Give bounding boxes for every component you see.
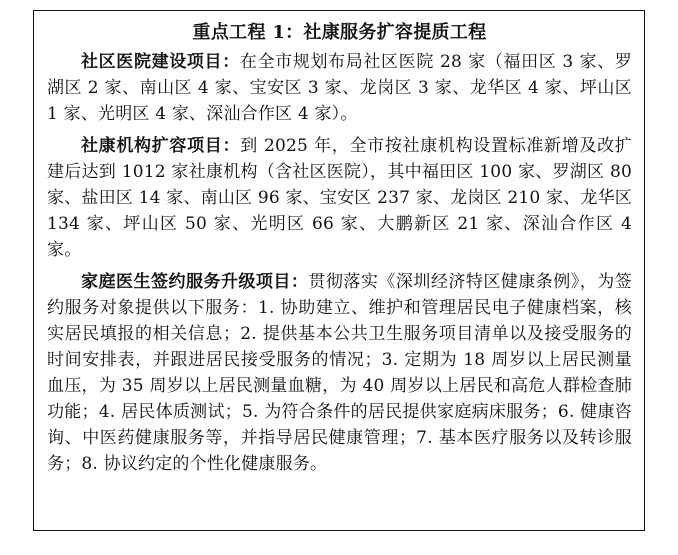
box-title: 重点工程 1：社康服务扩容提质工程	[192, 22, 487, 43]
section-lead: 家庭医生签约服务升级项目：	[81, 272, 309, 292]
section-text: 贯彻落实《深圳经济特区健康条例》，为签约服务对象提供以下服务：1. 协助建立、维护和管理居民电子健康档案，核实居民填报的相关信息；2. 提供基本公共卫生服务项目清单以及接受服务的时间安排表，并跟进居民接受服务的情况；3. 定期为 18 周岁以上居民测量血压，为 35 周岁以上居民测量血糖，为 40 周岁以上居民和高危人群检查肺功能；4. 居民体质测试；5. 为符合条件的居民提供家庭病床服务；6. 健康咨询、中医药健康服务等，并指导居民健康管理；7. 基本医疗服务以及转诊服务；8. 协议约定的个性化健康服务。	[47, 272, 632, 474]
section-text: 到 2025 年，全市按社康机构设置标准新增及改扩建后达到 1012 家社康机构（含社区医院），其中福田区 100 家、罗湖区 80 家、盐田区 14 家、南山区 96 家、宝安区 237 家、龙岗区 210 家、龙华区 134 家、坪山区 50 家、光明区 66 家、大鹏新区 21 家、深汕合作区 4 家。	[47, 136, 632, 260]
section-community-hospital	[47, 49, 632, 127]
section-lead: 社区医院建设项目：	[81, 52, 240, 72]
section-health-center-expansion	[47, 133, 632, 263]
section-text: 在全市规划布局社区医院 28 家（福田区 3 家、罗湖区 2 家、南山区 4 家、宝安区 3 家、龙岗区 3 家、龙华区 4 家、坪山区 1 家、光明区 4 家、深汕合作区 4 家）。	[47, 52, 632, 124]
project-box	[33, 10, 645, 531]
section-lead: 社康机构扩容项目：	[81, 136, 241, 156]
section-family-doctor	[47, 269, 632, 477]
